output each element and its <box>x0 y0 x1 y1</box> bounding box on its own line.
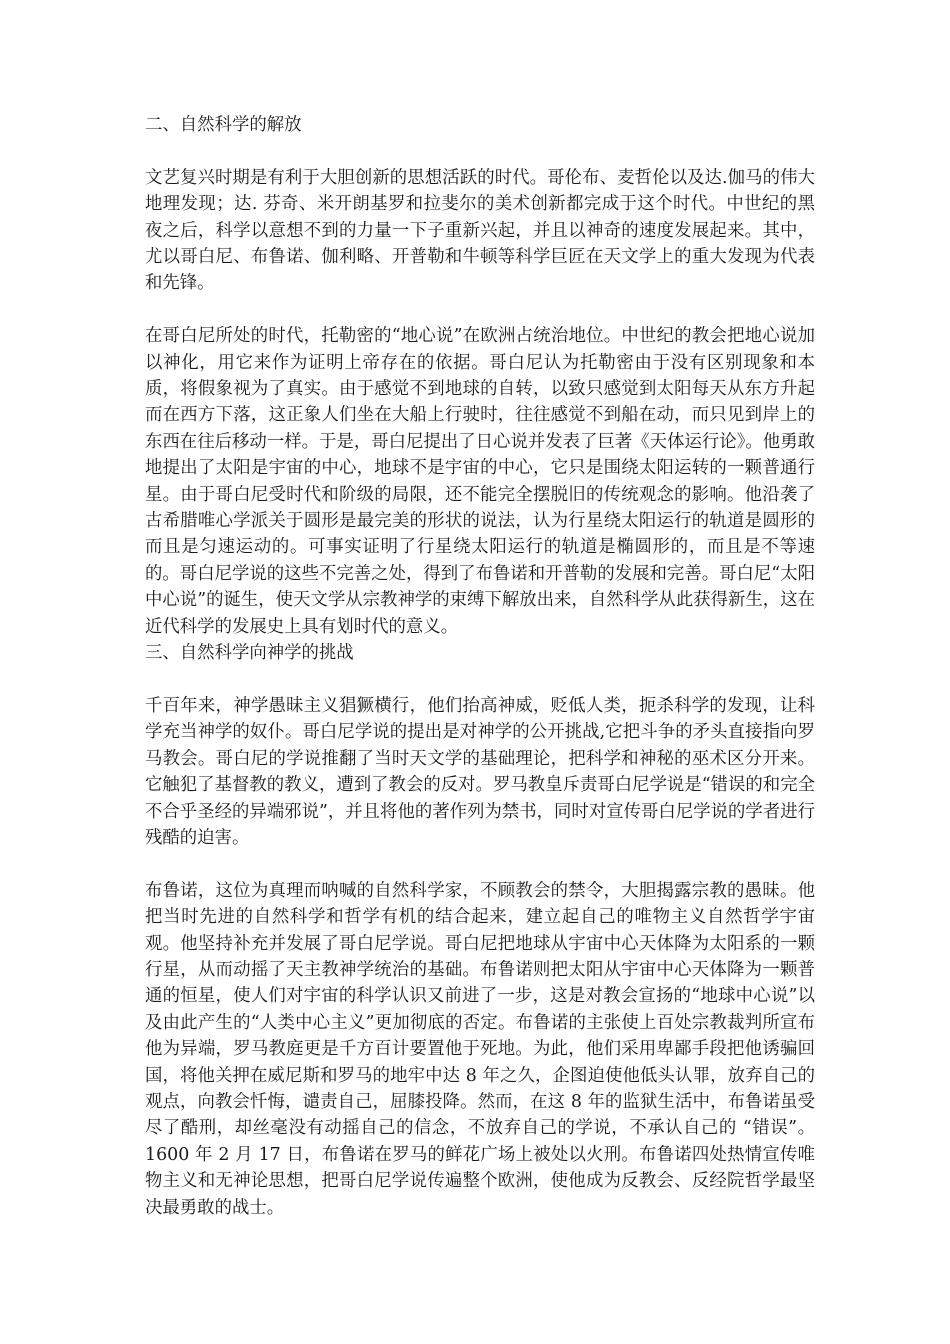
paragraph-theology: 千百年来，神学愚昧主义猖獗横行，他们抬高神威，贬低人类，扼杀科学的发现，让科学充当神学的奴仆。哥白尼学说的提出是对神学的公开挑战,它把斗争的矛头直接指向罗马教会。哥白尼的学说推翻了当时天文学的基础理论，把科学和神秘的巫术区分开来。它触犯了基督教的教义，遭到了教会的反对。罗马教皇斥责哥白尼学说是“错误的和完全不合乎圣经的异端邪说”，并且将他的著作列为禁书，同时对宣传哥白尼学说的学者进行残酷的迫害。 <box>145 695 815 848</box>
document-page <box>145 112 815 1221</box>
spacer <box>145 667 815 693</box>
paragraph-renaissance: 文艺复兴时期是有利于大胆创新的思想活跃的时代。哥伦布、麦哲伦以及达.伽马的伟大地理发现；达. 芬奇、米开朗基罗和拉斐尔的美术创新都完成于这个时代。中世纪的黑夜之后，科学以意想不到的力量一下子重新兴起，并且以神奇的速度发展起来。其中，尤以哥白尼、布鲁诺、伽利略、开普勒和牛顿等科学巨匠在天文学上的重大发现为代表和先锋。 <box>145 167 815 294</box>
spacer <box>145 297 815 323</box>
paragraph-bruno: 布鲁诺，这位为真理而呐喊的自然科学家，不顾教会的禁令，大胆揭露宗教的愚昧。他把当时先进的自然科学和哲学有机的结合起来，建立起自己的唯物主义自然哲学宇宙观。他坚持补充并发展了哥白尼学说。哥白尼把地球从宇宙中心天体降为太阳系的一颗行星，从而动摇了天主教神学统治的基础。布鲁诺则把太阳从宇宙中心天体降为一颗普通的恒星，使人们对宇宙的科学认识又前进了一步，这是对教会宣扬的“地球中心说”以及由此产生的“人类中心主义”更加彻底的否定。布鲁诺的主张使上百处宗教裁判所宣布他为异端，罗马教庭更是千方百计要置他于死地。为此，他们采用卑鄙手段把他诱骗回国，将他关押在威尼斯和罗马的地牢中达 8 年之久，企图迫使他低头认罪，放弃自己的观点，向教会忏悔，谴责自己，屈膝投降。然而，在这 8 年的监狱生活中，布鲁诺虽受尽了酷刑，却丝毫没有动摇自己的信念，不放弃自己的学说，不承认自己的 “错误”。1600 年 2 月 17 日，布鲁诺在罗马的鲜花广场上被处以火刑。布鲁诺四处热情宣传唯物主义和无神论思想，把哥白尼学说传遍整个欧洲，使他成为反教会、反经院哲学最坚决最勇敢的战士。 <box>145 880 815 1218</box>
section-heading-liberation: 二、自然科学的解放 <box>145 115 302 135</box>
section-heading-challenge: 三、自然科学向神学的挑战 <box>145 643 354 664</box>
spacer <box>145 851 815 877</box>
paragraph-copernicus: 在哥白尼所处的时代，托勒密的“地心说”在欧洲占统治地位。中世纪的教会把地心说加以神化，用它来作为证明上帝存在的依据。哥白尼认为托勒密由于没有区别现象和本质，将假象视为了真实。由于感觉不到地球的自转，以致只感觉到太阳每天从东方升起而在西方下落，这正象人们坐在大船上行驶时，往往感觉不到船在动，而只见到岸上的东西在往后移动一样。于是，哥白尼提出了日心说并发表了巨著《天体运行论》。他勇敢地提出了太阳是宇宙的中心，地球不是宇宙的中心，它只是围绕太阳运转的一颗普通行星。由于哥白尼受时代和阶级的局限，还不能完全摆脱旧的传统观念的影响。他沿袭了古希腊唯心学派关于圆形是最完美的形状的说法，认为行星绕太阳运行的轨道是圆形的而且是匀速运动的。可事实证明了行星绕太阳运行的轨道是椭圆形的，而且是不等速的。哥白尼学说的这些不完善之处，得到了布鲁诺和开普勒的发展和完善。哥白尼“太阳中心说”的诞生，使天文学从宗教神学的束缚下解放出来，自然科学从此获得新生，这在近代科学的发展史上具有划时代的意义。 <box>145 326 815 637</box>
spacer <box>145 138 815 164</box>
